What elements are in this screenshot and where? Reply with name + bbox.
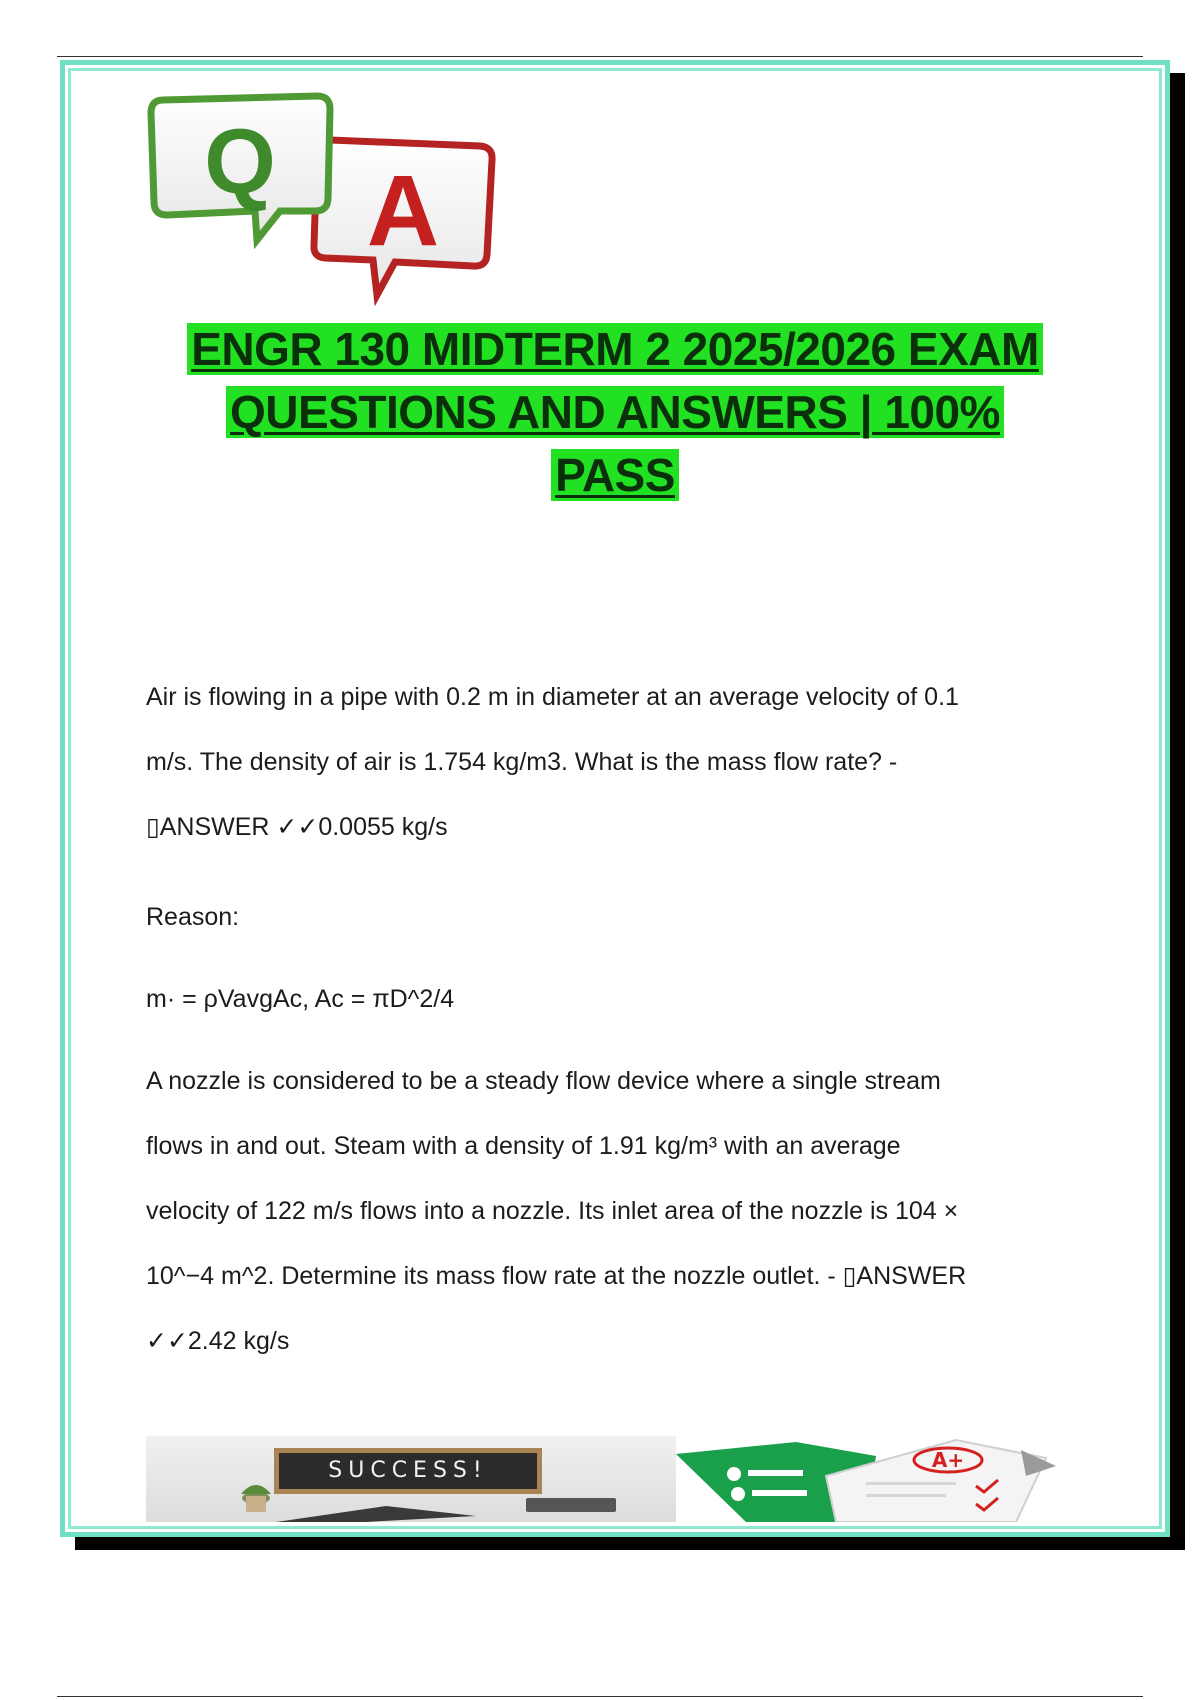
footer-banner [146, 1436, 1091, 1522]
title-line-2: QUESTIONS AND ANSWERS | 100% [226, 386, 1004, 438]
qa-logo-icon [145, 90, 540, 310]
q1-line-2: m/s. The density of air is 1.754 kg/m3. What is the mass flow rate? - [146, 748, 898, 776]
reason-label: Reason: [146, 903, 240, 931]
title-line-1: ENGR 130 MIDTERM 2 2025/2026 EXAM [187, 323, 1043, 375]
graded-paper-icon [676, 1436, 1091, 1522]
q1-answer: ▯ANSWER ✓✓0.0055 kg/s [146, 813, 448, 841]
q2-line-4: 10^−4 m^2. Determine its mass flow rate at the nozzle outlet. - ▯ANSWER [146, 1262, 967, 1290]
success-photo [146, 1436, 676, 1522]
q2-line-3: velocity of 122 m/s flows into a nozzle. Its inlet area of the nozzle is 104 × [146, 1197, 959, 1225]
chalkboard: SUCCESS! [274, 1448, 542, 1494]
q2-line-2: flows in and out. Steam with a density of 1.91 kg/m³ with an average [146, 1132, 901, 1160]
top-rule [57, 56, 1143, 57]
q2-answer: ✓✓2.42 kg/s [146, 1327, 290, 1355]
q1-line-1: Air is flowing in a pipe with 0.2 m in diameter at an average velocity of 0.1 [146, 683, 959, 711]
formula: m· = ρVavgAc, Ac = πD^2/4 [146, 985, 455, 1013]
document-title [130, 318, 1100, 507]
question-content [146, 680, 1096, 1389]
title-line-3: PASS [551, 449, 679, 501]
grade-text: A+ [931, 1448, 965, 1472]
q2-line-1: A nozzle is considered to be a steady flow device where a single stream [146, 1067, 941, 1095]
bottom-rule [57, 1696, 1143, 1697]
logo-a-letter: A [366, 155, 440, 267]
logo-q-letter: Q [204, 111, 276, 213]
